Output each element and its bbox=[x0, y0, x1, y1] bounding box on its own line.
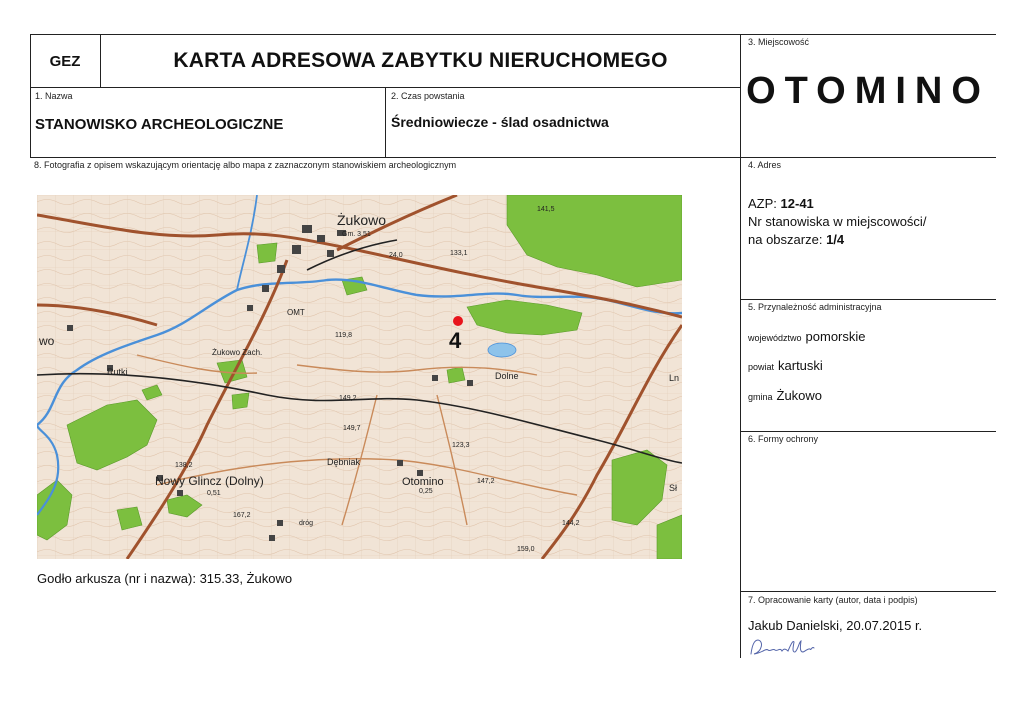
protection-label: 6. Formy ochrony bbox=[748, 434, 819, 444]
topographic-map bbox=[37, 195, 682, 559]
place-value: OTOMINO bbox=[746, 70, 990, 112]
period-value: Średniowiecze - ślad osadnictwa bbox=[391, 114, 609, 130]
label-omt: OMT bbox=[287, 308, 305, 317]
height-133-1: 133,1 bbox=[450, 250, 468, 257]
commune-value: Żukowo bbox=[776, 388, 823, 403]
county-label: powiat bbox=[748, 362, 775, 372]
commune-row bbox=[748, 388, 822, 403]
height-147-2: 147,2 bbox=[477, 478, 495, 485]
site-marker-dot bbox=[453, 316, 463, 326]
label-zukowo: Żukowo bbox=[337, 212, 387, 228]
label-zukowo-zach: Żukowo Zach. bbox=[212, 348, 263, 357]
rule-main bbox=[740, 34, 741, 658]
rule-address-bottom bbox=[741, 299, 996, 300]
site-value: 1/4 bbox=[826, 232, 845, 247]
label-dolne: Dolne bbox=[495, 371, 519, 381]
azp-line bbox=[748, 196, 814, 211]
place-label: 3. Miejscowość bbox=[748, 37, 810, 47]
label-wo: wo bbox=[39, 334, 55, 348]
label-nowy-glincz: Nowy Glincz (Dolny) bbox=[155, 474, 264, 488]
pond bbox=[488, 343, 516, 357]
sheet-text: Godło arkusza (nr i nazwa): 315.33, Żukowo bbox=[37, 571, 293, 586]
address-label: 4. Adres bbox=[748, 160, 782, 170]
height-119-8: 119,8 bbox=[335, 332, 352, 339]
site-line-2 bbox=[748, 232, 844, 247]
label-rutki: Rutki bbox=[107, 367, 128, 377]
height-24-0: 24,0 bbox=[389, 252, 403, 259]
label-otomino-pop: 0,25 bbox=[419, 488, 433, 495]
azp-prefix: AZP: bbox=[748, 196, 777, 211]
form-code: GEZ bbox=[49, 52, 81, 70]
period-label: 2. Czas powstania bbox=[391, 91, 465, 101]
height-123-3: 123,3 bbox=[452, 442, 470, 449]
name-value: STANOWISKO ARCHEOLOGICZNE bbox=[35, 116, 284, 133]
height-149-7: 149,7 bbox=[343, 425, 361, 432]
site-line-2-prefix: na obszarze: bbox=[748, 232, 823, 247]
rule-name-period bbox=[385, 87, 386, 158]
label-glincz-pop: 0,51 bbox=[207, 490, 221, 497]
label-sl: Sł bbox=[669, 483, 678, 493]
author-value: Jakub Danielski, 20.07.2015 r. bbox=[748, 618, 923, 633]
name-label: 1. Nazwa bbox=[35, 91, 73, 101]
label-debniak: Dębniak bbox=[327, 457, 361, 467]
rule-protection-bottom bbox=[741, 591, 996, 592]
height-138-2: 138,2 bbox=[175, 462, 193, 469]
signature bbox=[748, 636, 823, 658]
rule-fields-bottom bbox=[30, 157, 996, 158]
voivodeship-value: pomorskie bbox=[805, 329, 866, 344]
county-value: kartuski bbox=[778, 358, 823, 373]
site-marker-number: 4 bbox=[449, 328, 462, 353]
azp-value: 12-41 bbox=[780, 196, 814, 211]
map-drawing bbox=[37, 195, 682, 559]
height-141-5: 141,5 bbox=[537, 206, 555, 213]
voivodeship-label: województwo bbox=[748, 333, 802, 343]
height-144-2: 144,2 bbox=[562, 520, 580, 527]
site-line-1: Nr stanowiska w miejscowości/ bbox=[748, 214, 927, 229]
voivodeship-row bbox=[748, 329, 866, 344]
author-label: 7. Opracowanie karty (autor, data i podpis) bbox=[748, 595, 918, 605]
height-167-2: 167,2 bbox=[233, 512, 251, 519]
label-zukowo-gm: Gm. 3,51 bbox=[342, 231, 371, 238]
height-149-2: 149,2 bbox=[339, 395, 357, 402]
height-159-0: 159,0 bbox=[517, 546, 535, 553]
label-ln: Ln bbox=[669, 373, 680, 383]
rule-admin-bottom bbox=[741, 431, 996, 432]
commune-label: gmina bbox=[748, 392, 773, 402]
label-otomino: Otomino bbox=[402, 476, 444, 488]
admin-label: 5. Przynależność administracyjna bbox=[748, 302, 882, 312]
county-row bbox=[748, 358, 823, 373]
label-droga: dróg bbox=[299, 520, 314, 527]
photo-label: 8. Fotografia z opisem wskazującym orientację albo mapa z zaznaczonym stanowiskiem archeologicznym bbox=[34, 160, 457, 170]
form-title: KARTA ADRESOWA ZABYTKU NIERUCHOMEGO bbox=[173, 49, 668, 72]
